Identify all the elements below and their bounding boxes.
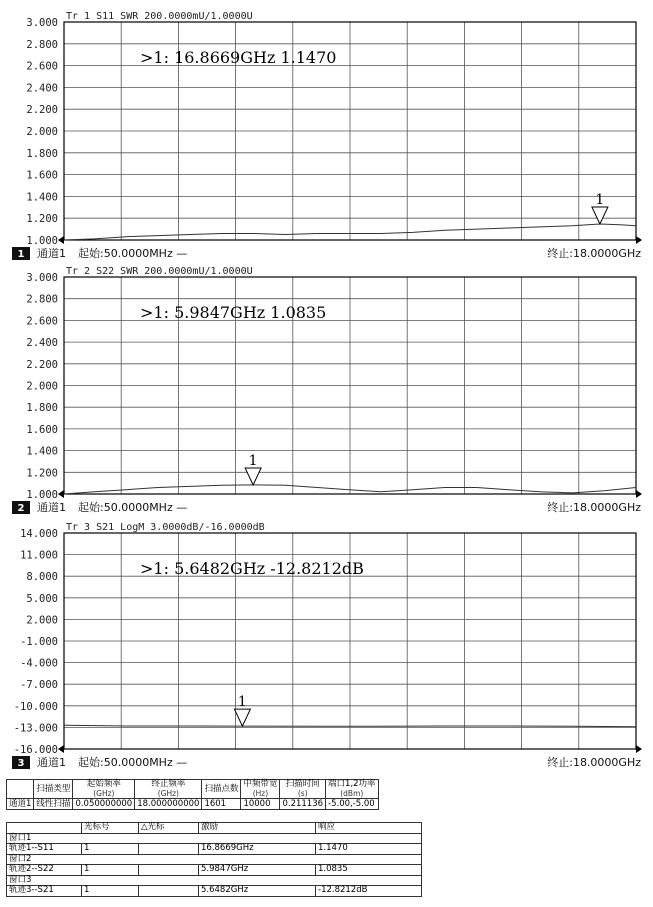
window-label: 窗口1 (7, 833, 422, 844)
table-cell: 10000 (241, 799, 280, 810)
marker-number: 1 (237, 694, 247, 711)
table-cell: 1.1470 (316, 844, 422, 855)
y-tick-label: 1.800 (26, 402, 58, 415)
table-cell: 18.000000000 (135, 799, 202, 810)
table-row (7, 886, 422, 897)
reference-marker-right (636, 745, 642, 753)
table-cell: 通道1 (7, 799, 34, 810)
y-tick-label: 2.800 (26, 38, 58, 51)
sweep-settings-table (6, 779, 379, 810)
y-tick-label: 1.200 (26, 213, 58, 226)
window-label: 窗口3 (7, 875, 422, 886)
y-tick-label: 1.000 (26, 489, 58, 501)
marker-number: 1 (595, 191, 605, 208)
reference-marker-right (636, 490, 642, 498)
channel-badge-number: 3 (17, 758, 25, 769)
y-tick-label: -4.000 (20, 657, 58, 670)
y-tick-label: 1.000 (26, 235, 58, 247)
y-tick-label: 2.800 (26, 293, 58, 306)
y-tick-label: -7.000 (20, 679, 58, 692)
table-cell: 线性扫描 (34, 799, 73, 810)
trace-title: Tr 3 S21 LogM 3.0000dB/-16.0000dB (66, 522, 265, 533)
table-row (7, 844, 422, 855)
y-tick-label: -13.000 (13, 722, 58, 735)
y-tick-label: 1.800 (26, 147, 58, 160)
table-cell: 轨迹2--S22 (7, 865, 82, 876)
y-tick-label: -16.000 (13, 744, 58, 756)
table-header-cell: 扫描点数 (202, 780, 241, 799)
table-header-cell: 起始频率 (GHz) (73, 780, 135, 799)
reference-marker-left (58, 745, 64, 753)
table-cell: 5.6482GHz (199, 886, 316, 897)
y-tick-label: -10.000 (13, 700, 58, 713)
table-cell (139, 865, 199, 876)
y-tick-label: 2.600 (26, 315, 58, 328)
table-cell: 1.0835 (316, 865, 422, 876)
channel-label: 通道1 (37, 501, 66, 514)
marker-readout: >1: 5.6482GHz -12.8212dB (140, 559, 364, 578)
marker-number: 1 (248, 452, 258, 469)
stop-frequency-label: 终止:18.0000GHz (547, 501, 641, 514)
table-header-cell: 光标号 (82, 823, 139, 834)
y-tick-label: 2.200 (26, 104, 58, 117)
marker-triangle (245, 468, 261, 485)
table-cell: 轨迹1--S11 (7, 844, 82, 855)
table-header-cell: 扫描类型 (34, 780, 73, 799)
marker-table (6, 822, 422, 897)
y-tick-label: 2.000 (26, 614, 58, 627)
table-header-cell: 终止频率 (GHz) (135, 780, 202, 799)
table-cell (139, 844, 199, 855)
y-tick-label: 2.400 (26, 337, 58, 350)
y-tick-label: 3.000 (26, 17, 58, 29)
marker-readout: >1: 16.8669GHz 1.1470 (140, 48, 337, 67)
reference-marker-left (58, 236, 64, 244)
y-tick-label: 1.600 (26, 169, 58, 182)
trace-title: Tr 1 S11 SWR 200.0000mU/1.0000U (66, 11, 253, 22)
y-tick-label: 11.000 (20, 549, 58, 562)
table-cell: 轨迹3--S21 (7, 886, 82, 897)
table-row-window (7, 875, 422, 886)
trace-title: Tr 2 S22 SWR 200.0000mU/1.0000U (66, 266, 253, 277)
table-row (7, 799, 379, 810)
table-row-window (7, 833, 422, 844)
y-tick-label: 3.000 (26, 272, 58, 284)
start-frequency-label: 起始:50.0000MHz — (78, 501, 188, 514)
y-tick-label: 1.400 (26, 445, 58, 458)
channel-badge-number: 1 (17, 249, 25, 260)
y-tick-label: 5.000 (26, 592, 58, 605)
table-cell: 1 (82, 844, 139, 855)
table-cell: -5.00,-5.00 (326, 799, 379, 810)
table-cell: 0.050000000 (73, 799, 135, 810)
window-label: 窗口2 (7, 854, 422, 865)
reference-marker-left (58, 490, 64, 498)
table-cell: 1601 (202, 799, 241, 810)
table-cell: 1 (82, 865, 139, 876)
marker-triangle (592, 207, 608, 224)
table-header-cell: 扫描时间 (s) (280, 780, 326, 799)
y-tick-label: 1.600 (26, 423, 58, 436)
table-row-window (7, 854, 422, 865)
table-cell: 16.8669GHz (199, 844, 316, 855)
stop-frequency-label: 终止:18.0000GHz (547, 756, 641, 769)
y-tick-label: 2.000 (26, 380, 58, 393)
table-cell: 1 (82, 886, 139, 897)
start-frequency-label: 起始:50.0000MHz — (78, 247, 188, 260)
channel-badge-number: 2 (17, 503, 25, 514)
channel-label: 通道1 (37, 756, 66, 769)
table-header-row (7, 823, 422, 834)
table-cell: -12.8212dB (316, 886, 422, 897)
y-tick-label: 1.200 (26, 467, 58, 480)
table-cell (139, 886, 199, 897)
table-header-cell: 端口1,2功率 (dBm) (326, 780, 379, 799)
table-header-cell: △光标 (139, 823, 199, 834)
y-tick-label: 2.600 (26, 60, 58, 73)
y-tick-label: 2.400 (26, 82, 58, 95)
table-header-cell: 激励 (199, 823, 316, 834)
stop-frequency-label: 终止:18.0000GHz (547, 247, 641, 260)
table-header-cell (7, 823, 82, 834)
table-header-row (7, 780, 379, 799)
y-tick-label: 14.000 (20, 528, 58, 540)
y-tick-label: 2.000 (26, 126, 58, 138)
table-cell: 5.9847GHz (199, 865, 316, 876)
marker-triangle (234, 709, 250, 726)
y-tick-label: 1.400 (26, 191, 58, 204)
channel-label: 通道1 (37, 247, 66, 260)
table-header-cell: 响应 (316, 823, 422, 834)
table-row (7, 865, 422, 876)
y-tick-label: 8.000 (26, 571, 58, 584)
start-frequency-label: 起始:50.0000MHz — (78, 756, 188, 769)
reference-marker-right (636, 236, 642, 244)
table-header-cell: 中频带宽 (Hz) (241, 780, 280, 799)
table-cell: 0.211136 (280, 799, 326, 810)
marker-readout: >1: 5.9847GHz 1.0835 (140, 303, 327, 322)
table-header-cell (7, 780, 34, 799)
y-tick-label: 2.200 (26, 358, 58, 371)
y-tick-label: -1.000 (20, 636, 58, 648)
